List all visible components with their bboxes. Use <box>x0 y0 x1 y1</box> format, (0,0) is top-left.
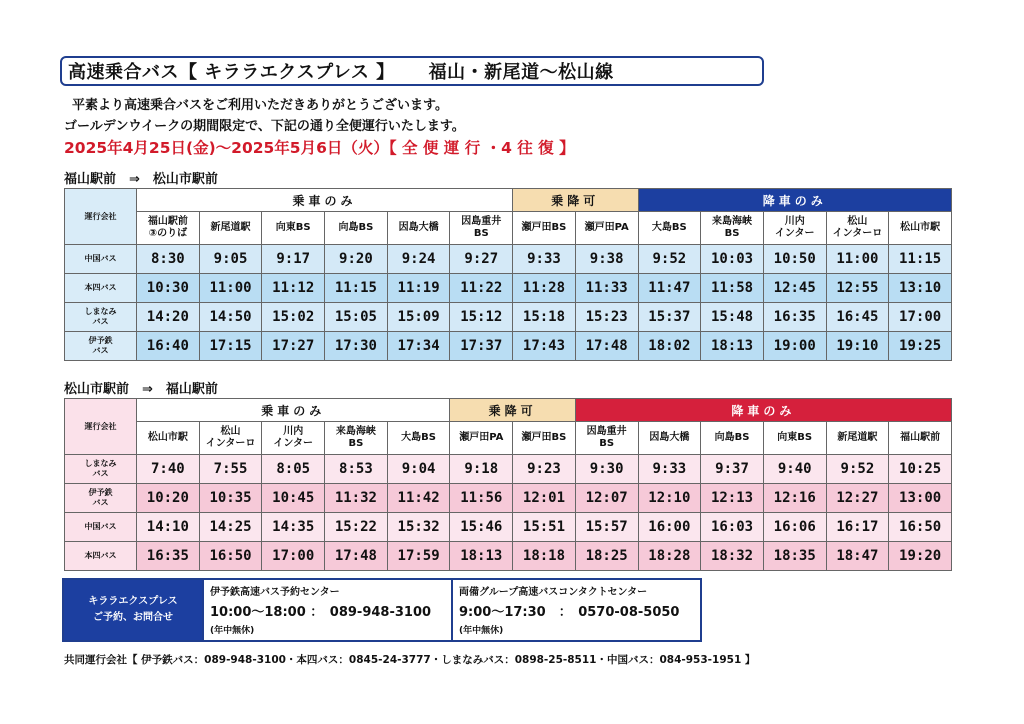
departure-time: 17:15 <box>199 332 262 361</box>
departure-time: 9:17 <box>262 245 325 274</box>
contact-note: (年中無休) <box>210 626 255 636</box>
inbound-timetable <box>64 398 952 571</box>
departure-time: 15:22 <box>325 513 388 542</box>
departure-time: 15:46 <box>450 513 513 542</box>
band-alighting-only: 降車のみ <box>575 399 951 422</box>
departure-time: 18:25 <box>575 542 638 571</box>
departure-time: 11:58 <box>701 274 764 303</box>
stop-name: 瀬戸田BS <box>513 212 576 245</box>
departure-time: 9:52 <box>638 245 701 274</box>
departure-time: 17:00 <box>889 303 952 332</box>
stop-name: 瀬戸田PA <box>450 422 513 455</box>
ryobi-contact <box>451 580 700 640</box>
departure-time: 18:32 <box>701 542 764 571</box>
departure-time: 11:00 <box>826 245 889 274</box>
stop-name: 福山駅前 ③のりば <box>137 212 200 245</box>
departure-time: 17:00 <box>262 542 325 571</box>
departure-time: 17:27 <box>262 332 325 361</box>
timetable-row <box>65 513 952 542</box>
departure-time: 19:10 <box>826 332 889 361</box>
stop-name: 松山 インターロ <box>199 422 262 455</box>
departure-time: 9:40 <box>763 455 826 484</box>
band-boarding-only: 乗車のみ <box>137 399 450 422</box>
departure-time: 14:35 <box>262 513 325 542</box>
departure-time: 11:47 <box>638 274 701 303</box>
departure-time: 13:10 <box>889 274 952 303</box>
stop-name: 大島BS <box>638 212 701 245</box>
departure-time: 11:32 <box>325 484 388 513</box>
departure-time: 18:13 <box>701 332 764 361</box>
departure-time: 12:01 <box>513 484 576 513</box>
departure-time: 9:23 <box>513 455 576 484</box>
departure-time: 11:56 <box>450 484 513 513</box>
stop-name: 新尾道駅 <box>199 212 262 245</box>
departure-time: 9:33 <box>638 455 701 484</box>
operator-name: しまなみ バス <box>65 455 137 484</box>
stop-header-row <box>65 422 952 455</box>
departure-time: 9:20 <box>325 245 388 274</box>
departure-time: 11:19 <box>387 274 450 303</box>
stop-name: 瀬戸田BS <box>513 422 576 455</box>
departure-time: 19:00 <box>763 332 826 361</box>
departure-time: 12:16 <box>763 484 826 513</box>
departure-time: 9:05 <box>199 245 262 274</box>
departure-time: 11:28 <box>513 274 576 303</box>
stop-name: 向島BS <box>325 212 388 245</box>
departure-time: 15:12 <box>450 303 513 332</box>
timetable-row <box>65 455 952 484</box>
departure-time: 14:50 <box>199 303 262 332</box>
departure-time: 10:45 <box>262 484 325 513</box>
departure-time: 10:25 <box>889 455 952 484</box>
band-board-alight: 乗降可 <box>513 189 638 212</box>
departure-time: 10:03 <box>701 245 764 274</box>
stop-name: 新尾道駅 <box>826 422 889 455</box>
contact-panel <box>62 578 702 642</box>
departure-time: 8:05 <box>262 455 325 484</box>
departure-time: 10:35 <box>199 484 262 513</box>
stop-name: 松山市駅 <box>889 212 952 245</box>
departure-time: 10:20 <box>137 484 200 513</box>
stop-name: 来島海峡 BS <box>325 422 388 455</box>
departure-time: 16:06 <box>763 513 826 542</box>
departure-time: 16:00 <box>638 513 701 542</box>
departure-time: 11:15 <box>325 274 388 303</box>
departure-time: 9:27 <box>450 245 513 274</box>
departure-time: 16:50 <box>889 513 952 542</box>
joint-operators-line: 共同運行会社【 伊予鉄バス：089-948-3100・本四バス：0845-24-3777・しまなみバス：0898-25-8511・中国バス：084-953-1951 】 <box>64 654 756 666</box>
title-service: 高速乗合バス【 キララエクスプレス 】 <box>68 62 395 83</box>
departure-time: 18:02 <box>638 332 701 361</box>
departure-time: 17:43 <box>513 332 576 361</box>
departure-time: 19:25 <box>889 332 952 361</box>
operator-name: しまなみ バス <box>65 303 137 332</box>
departure-time: 16:35 <box>763 303 826 332</box>
operator-name: 本四バス <box>65 542 137 571</box>
departure-time: 13:00 <box>889 484 952 513</box>
stop-name: 因島大橋 <box>638 422 701 455</box>
departure-time: 11:42 <box>387 484 450 513</box>
stop-name: 松山市駅 <box>137 422 200 455</box>
band-board-alight: 乗降可 <box>450 399 575 422</box>
departure-time: 15:48 <box>701 303 764 332</box>
departure-time: 7:55 <box>199 455 262 484</box>
departure-time: 11:15 <box>889 245 952 274</box>
departure-time: 8:53 <box>325 455 388 484</box>
departure-time: 12:07 <box>575 484 638 513</box>
departure-time: 15:51 <box>513 513 576 542</box>
stop-name: 因島重井 BS <box>575 422 638 455</box>
departure-time: 9:18 <box>450 455 513 484</box>
contact-hours-phone: 9:00〜17:30 ： 0570-08-5050 <box>459 605 680 620</box>
departure-time: 12:45 <box>763 274 826 303</box>
departure-time: 16:35 <box>137 542 200 571</box>
band-boarding-only: 乗車のみ <box>137 189 513 212</box>
departure-time: 12:10 <box>638 484 701 513</box>
departure-time: 9:37 <box>701 455 764 484</box>
departure-time: 9:04 <box>387 455 450 484</box>
departure-time: 16:50 <box>199 542 262 571</box>
outbound-timetable <box>64 188 952 361</box>
operator-name: 中国バス <box>65 245 137 274</box>
contact-hours-phone: 10:00〜18:00 ： 089-948-3100 <box>210 605 432 620</box>
departure-time: 18:47 <box>826 542 889 571</box>
stop-name: 松山 インターロ <box>826 212 889 245</box>
operation-period-notice: 2025年4月25日(金)〜2025年5月6日（火）【 全 便 運 行 ・4 往 復 】 <box>64 139 575 157</box>
stop-name: 福山駅前 <box>889 422 952 455</box>
intro-line-2: ゴールデンウイークの期間限定で、下記の通り全便運行いたします。 <box>64 119 465 134</box>
departure-time: 15:23 <box>575 303 638 332</box>
stop-name: 大島BS <box>387 422 450 455</box>
departure-time: 9:33 <box>513 245 576 274</box>
departure-time: 12:55 <box>826 274 889 303</box>
departure-time: 17:59 <box>387 542 450 571</box>
departure-time: 15:57 <box>575 513 638 542</box>
departure-time: 17:48 <box>325 542 388 571</box>
contact-label-line2: ご予約、お問合せ <box>93 612 173 623</box>
departure-time: 16:40 <box>137 332 200 361</box>
inbound-direction: 松山市駅前 ⇒ 福山駅前 <box>64 382 218 397</box>
departure-time: 18:35 <box>763 542 826 571</box>
stop-header-row <box>65 212 952 245</box>
departure-time: 16:17 <box>826 513 889 542</box>
timetable-row <box>65 332 952 361</box>
departure-time: 12:27 <box>826 484 889 513</box>
departure-time: 15:02 <box>262 303 325 332</box>
departure-time: 8:30 <box>137 245 200 274</box>
departure-time: 11:00 <box>199 274 262 303</box>
departure-time: 7:40 <box>137 455 200 484</box>
departure-time: 19:20 <box>889 542 952 571</box>
departure-time: 16:03 <box>701 513 764 542</box>
operator-name: 伊予鉄 バス <box>65 332 137 361</box>
timetable-row <box>65 274 952 303</box>
departure-time: 15:32 <box>387 513 450 542</box>
title-box <box>60 56 764 86</box>
outbound-direction: 福山駅前 ⇒ 松山市駅前 <box>64 172 218 187</box>
title-route: 福山・新尾道〜松山線 <box>428 62 614 83</box>
operator-name: 伊予鉄 バス <box>65 484 137 513</box>
departure-time: 10:50 <box>763 245 826 274</box>
departure-time: 15:37 <box>638 303 701 332</box>
departure-time: 15:09 <box>387 303 450 332</box>
stop-name: 因島大橋 <box>387 212 450 245</box>
departure-time: 9:30 <box>575 455 638 484</box>
departure-time: 9:52 <box>826 455 889 484</box>
stop-name: 川内 インター <box>262 422 325 455</box>
timetable-row <box>65 245 952 274</box>
departure-time: 18:28 <box>638 542 701 571</box>
departure-time: 11:22 <box>450 274 513 303</box>
departure-time: 17:48 <box>575 332 638 361</box>
contact-note: (年中無休) <box>459 626 504 636</box>
operator-name: 本四バス <box>65 274 137 303</box>
departure-time: 9:24 <box>387 245 450 274</box>
stop-name: 瀬戸田PA <box>575 212 638 245</box>
stop-name: 向東BS <box>763 422 826 455</box>
departure-time: 16:45 <box>826 303 889 332</box>
timetable-row <box>65 303 952 332</box>
band-alighting-only: 降車のみ <box>638 189 952 212</box>
timetable-row <box>65 484 952 513</box>
departure-time: 11:33 <box>575 274 638 303</box>
departure-time: 14:10 <box>137 513 200 542</box>
departure-time: 12:13 <box>701 484 764 513</box>
contact-label <box>64 580 202 640</box>
departure-time: 11:12 <box>262 274 325 303</box>
departure-time: 18:13 <box>450 542 513 571</box>
operator-name: 中国バス <box>65 513 137 542</box>
contact-center-name: 伊予鉄高速バス予約センター <box>210 587 340 598</box>
stop-name: 因島重井 BS <box>450 212 513 245</box>
stop-name: 向島BS <box>701 422 764 455</box>
departure-time: 17:30 <box>325 332 388 361</box>
departure-time: 15:05 <box>325 303 388 332</box>
departure-time: 17:37 <box>450 332 513 361</box>
operator-header: 運行会社 <box>65 399 137 455</box>
operator-header: 運行会社 <box>65 189 137 245</box>
departure-time: 17:34 <box>387 332 450 361</box>
departure-time: 9:38 <box>575 245 638 274</box>
contact-label-line1: キララエクスプレス <box>88 596 178 607</box>
stop-name: 来島海峡 BS <box>701 212 764 245</box>
timetable-row <box>65 542 952 571</box>
stop-name: 川内 インター <box>763 212 826 245</box>
contact-center-name: 両備グループ高速バスコンタクトセンター <box>459 587 648 598</box>
departure-time: 14:20 <box>137 303 200 332</box>
departure-time: 15:18 <box>513 303 576 332</box>
departure-time: 14:25 <box>199 513 262 542</box>
departure-time: 18:18 <box>513 542 576 571</box>
departure-time: 10:30 <box>137 274 200 303</box>
iyotetsu-contact <box>202 580 451 640</box>
intro-line-1: 平素より高速乗合バスをご利用いただきありがとうございます。 <box>72 98 448 113</box>
stop-name: 向東BS <box>262 212 325 245</box>
